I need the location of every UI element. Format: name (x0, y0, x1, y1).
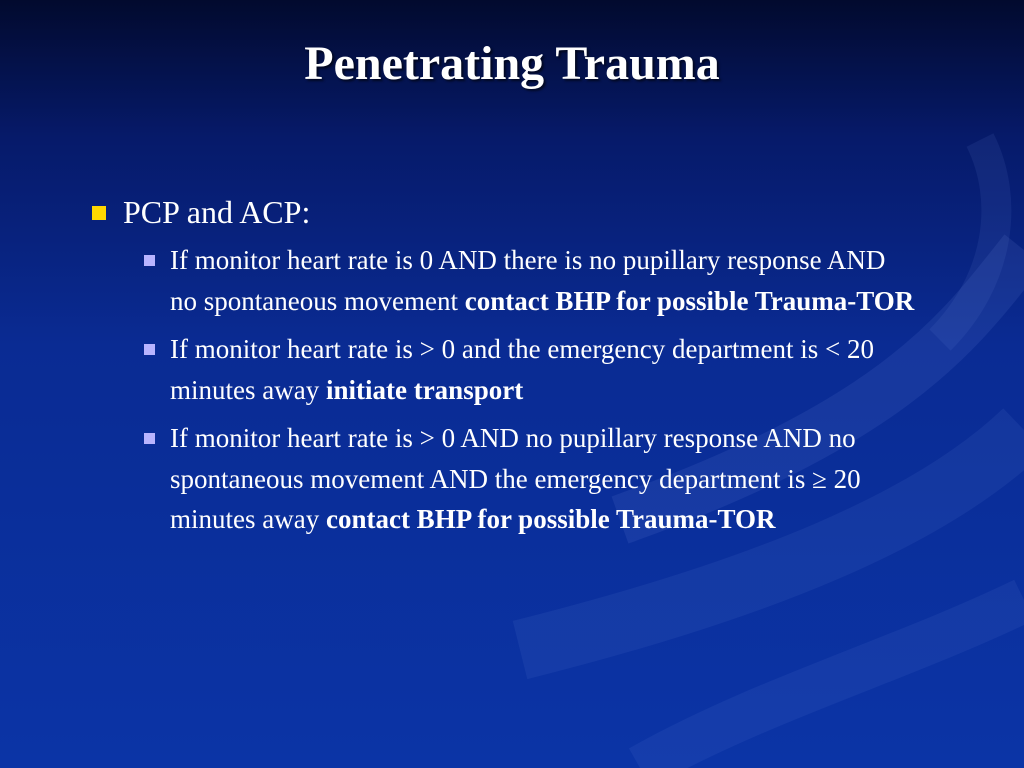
slide-title: Penetrating Trauma (304, 37, 720, 90)
sub-bullet-plain-text: If monitor heart rate is > 0 and the emergency department is < 20 minutes away (170, 334, 874, 405)
bullet-label: PCP and ACP: (123, 194, 311, 230)
sub-bullet-list (142, 240, 928, 540)
square-bullet-icon (92, 206, 106, 220)
square-sub-bullet-icon (144, 255, 155, 266)
square-sub-bullet-icon (144, 433, 155, 444)
sub-bullet-plain-text: If monitor heart rate is > 0 AND no pupillary response AND no spontaneous movement AND the emergency department is ≥ 20 minutes away (170, 423, 861, 534)
sub-bullet-action-text: contact BHP for possible Trauma-TOR (325, 504, 776, 534)
sub-bullet-item (142, 240, 928, 321)
sub-bullet-plain-text: If monitor heart rate is 0 AND there is no pupillary response AND no spontaneous movement (170, 245, 886, 316)
sub-bullet-action-text: initiate transport (325, 374, 524, 405)
bullet-pcp-acp (88, 192, 928, 232)
sub-bullet-text (170, 240, 916, 321)
sub-bullet-item (142, 418, 928, 540)
slide-body (88, 192, 928, 548)
sub-bullet-text (170, 418, 916, 540)
sub-bullet-action-text: contact BHP for possible Trauma-TOR (464, 285, 915, 316)
sub-bullet-text (170, 329, 916, 410)
square-sub-bullet-icon (144, 344, 155, 355)
sub-bullet-item (142, 329, 928, 410)
